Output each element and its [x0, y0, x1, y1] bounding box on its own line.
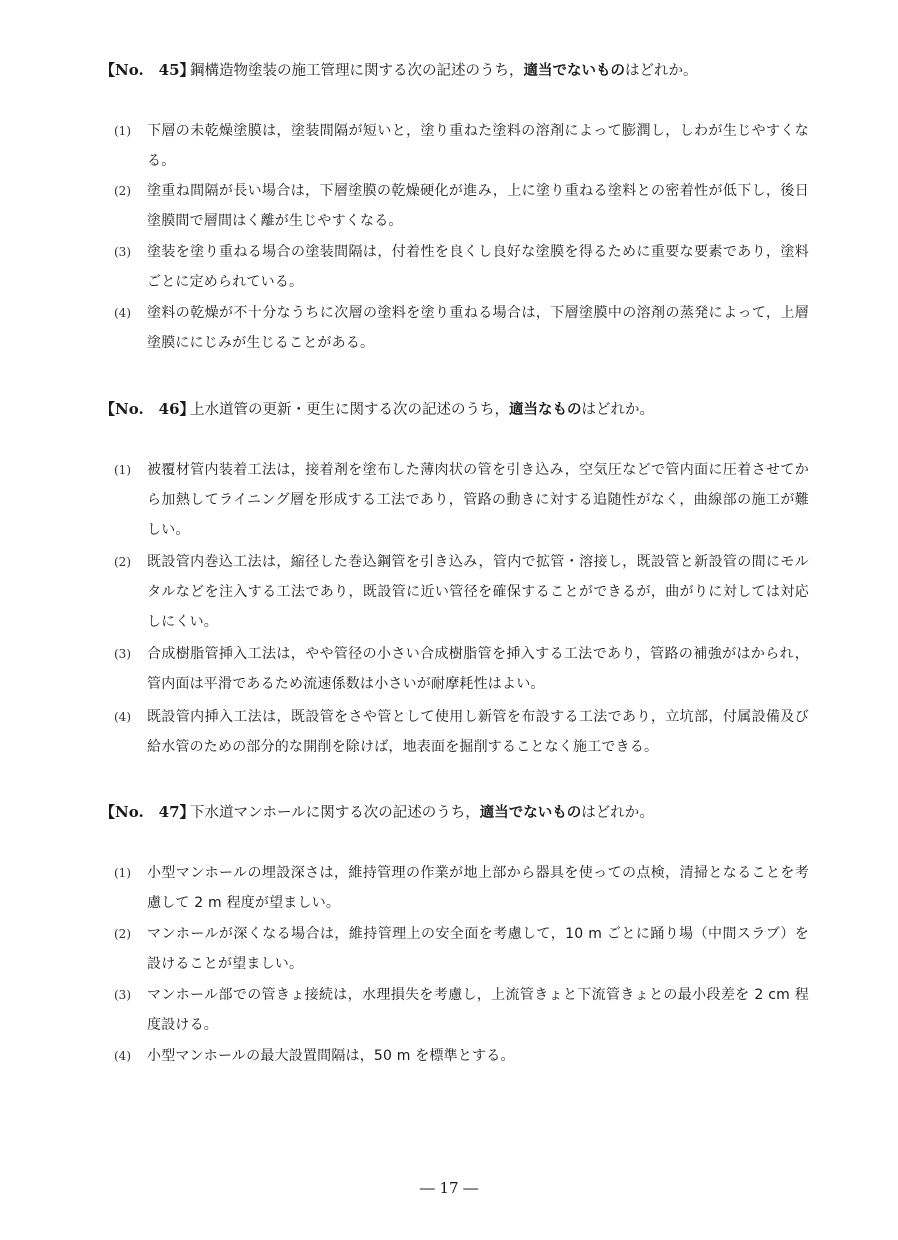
choice-marker: (3): [114, 647, 131, 661]
choice-marker: (4): [114, 1049, 131, 1063]
page-number: ― 17 ―: [419, 1179, 479, 1197]
choice-marker: (1): [114, 463, 131, 477]
question-header: [100, 394, 654, 424]
choice-marker: (2): [114, 927, 131, 941]
choice-marker: (1): [114, 124, 131, 138]
choice-text: 既設管内挿入工法は，既設管をさや管として使用し新管を布設する工法であり，立坑部，付属設備及び給水管のための部分的な開削を除けば，地表面を掘削することなく施工できる。: [147, 709, 809, 755]
question-stem-end: はどれか。: [581, 402, 654, 418]
question-header: [100, 55, 698, 85]
choice-text: 小型マンホールの埋設深さは，維持管理の作業が地上部から器具を使っての点検，清掃となることを考慮して 2 m 程度が望ましい。: [147, 865, 809, 911]
choice-marker: (4): [114, 710, 131, 724]
question-stem: 鋼構造物塗装の施工管理に関する次の記述のうち，: [190, 63, 524, 79]
choice-marker: (4): [114, 306, 131, 320]
choice-marker: (1): [114, 866, 131, 880]
choice-text: 小型マンホールの最大設置間隔は，50 m を標準とする。: [147, 1048, 515, 1064]
choice-text: 塗装を塗り重ねる場合の塗装間隔は，付着性を良くし良好な塗膜を得るために重要な要素であり，塗料ごとに定められている。: [147, 244, 809, 290]
question-stem: 下水道マンホールに関する次の記述のうち，: [190, 805, 480, 821]
question-emphasis: 適当なもの: [509, 402, 582, 418]
question-stem: 上水道管の更新・更生に関する次の記述のうち，: [190, 402, 509, 418]
question-emphasis: 適当でないもの: [479, 805, 582, 821]
question-number: 【No. 45】: [100, 61, 195, 79]
choice-text: 下層の未乾燥塗膜は，塗装間隔が短いと，塗り重ねた塗料の溶剤によって膨潤し，しわが生じやすくなる。: [147, 123, 809, 169]
choice-text: 被覆材管内装着工法は，接着剤を塗布した薄肉状の管を引き込み，空気圧などで管内面に圧着させてから加熱してライニング層を形成する工法であり，管路の動きに対する追随性がなく，曲線部の施工が難しい。: [147, 462, 809, 538]
choice-text: マンホールが深くなる場合は，維持管理上の安全面を考慮して，10 m ごとに踊り場（中間スラブ）を設けることが望ましい。: [147, 926, 809, 972]
choice-marker: (2): [114, 184, 131, 198]
question-number: 【No. 46】: [100, 400, 195, 418]
choice-text: マンホール部での管きょ接続は，水理損失を考慮し，上流管きょと下流管きょとの最小段差を 2 cm 程度設ける。: [147, 987, 809, 1033]
question-emphasis: 適当でないもの: [523, 63, 625, 79]
question-number: 【No. 47】: [100, 803, 195, 821]
choice-text: 塗重ね間隔が長い場合は，下層塗膜の乾燥硬化が進み，上に塗り重ねる塗料との密着性が低下し，後日塗膜間で層間はく離が生じやすくなる。: [147, 183, 809, 229]
choice-text: 塗料の乾燥が不十分なうちに次層の塗料を塗り重ねる場合は，下層塗膜中の溶剤の蒸発によって，上層塗膜ににじみが生じることがある。: [147, 305, 809, 351]
question-stem-end: はどれか。: [625, 63, 698, 79]
choice-marker: (3): [114, 245, 131, 259]
choice-marker: (2): [114, 555, 131, 569]
question-header: [100, 797, 654, 827]
question-stem-end: はどれか。: [581, 805, 654, 821]
choice-text: 既設管内巻込工法は，縮径した巻込鋼管を引き込み，管内で拡管・溶接し，既設管と新設管の間にモルタルなどを注入する工法であり，既設管に近い管径を確保することができるが，曲がりに対しては対応しにくい。: [147, 554, 809, 630]
choice-text: 合成樹脂管挿入工法は，やや管径の小さい合成樹脂管を挿入する工法であり，管路の補強がはかられ，管内面は平滑であるため流速係数は小さいが耐摩耗性はよい。: [147, 646, 809, 692]
choice-marker: (3): [114, 988, 131, 1002]
